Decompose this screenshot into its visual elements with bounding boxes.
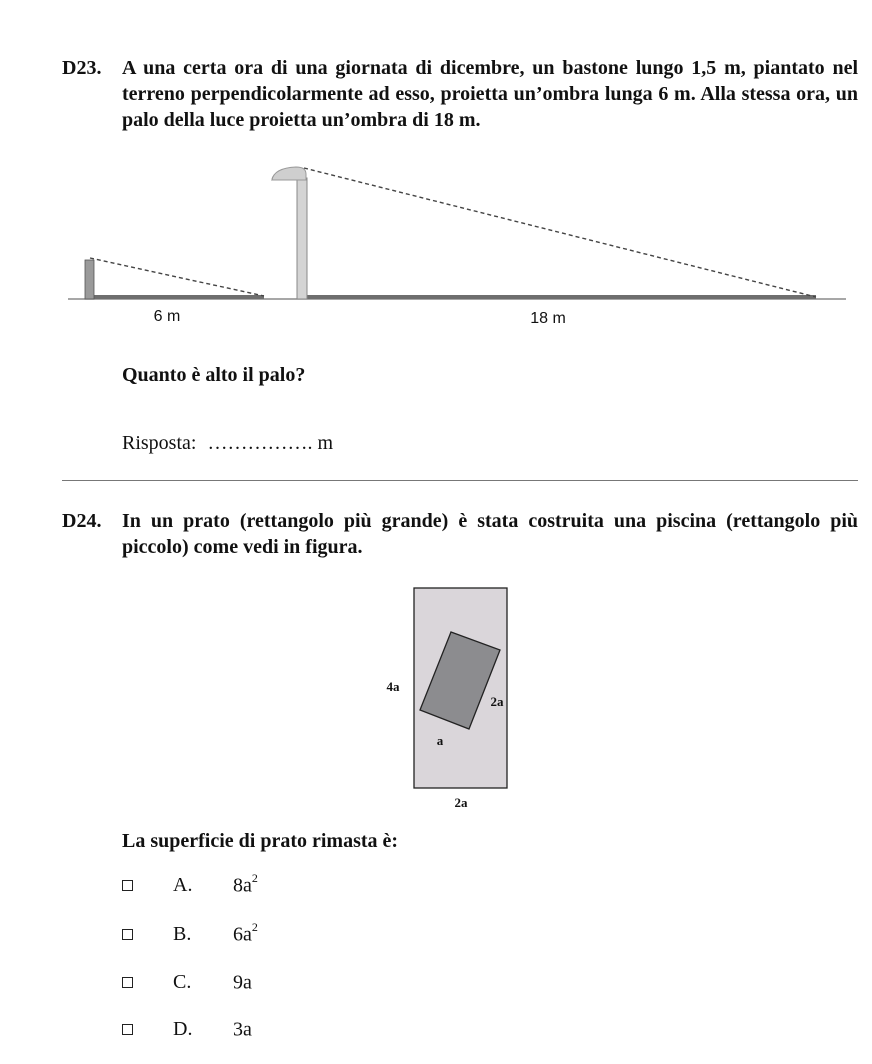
- checkbox[interactable]: [122, 929, 133, 940]
- question-prompt: Quanto è alto il palo?: [122, 364, 306, 386]
- answer-unit: m: [317, 432, 334, 454]
- lamp-head: [272, 167, 306, 180]
- field-width-label: 2a: [454, 795, 468, 810]
- short-shadow-label: 6 m: [153, 308, 181, 325]
- lamp-sun-ray: [304, 168, 816, 297]
- option-value: 3a: [233, 1018, 252, 1041]
- option-letter: C.: [173, 970, 192, 993]
- short-shadow: [92, 295, 264, 299]
- long-shadow: [306, 295, 816, 299]
- pool-long-side-label: 2a: [490, 694, 504, 709]
- question-d24: [62, 508, 858, 560]
- answer-line: [122, 432, 333, 455]
- answer-field[interactable]: …………….: [207, 432, 313, 454]
- checkbox[interactable]: [122, 880, 133, 891]
- option-letter: A.: [173, 873, 193, 896]
- option-value: $8a^2$: [233, 870, 258, 897]
- section-divider: [62, 480, 858, 481]
- stick: [85, 260, 94, 299]
- question-number: D23.: [62, 57, 102, 79]
- option-a[interactable]: [122, 872, 258, 898]
- option-value: 9a: [233, 971, 252, 994]
- answer-label: Risposta:: [122, 432, 197, 454]
- question-text: In un prato (rettangolo più grande) è stata costruita una piscina (rettangolo più piccolo) come vedi in figura.: [122, 510, 858, 558]
- option-d[interactable]: [122, 1016, 252, 1042]
- option-value: $6a^2$: [233, 919, 258, 946]
- question-number: D24.: [62, 510, 102, 532]
- lamp-post-pole: [297, 178, 307, 299]
- checkbox[interactable]: [122, 977, 133, 988]
- option-c[interactable]: [122, 969, 252, 995]
- lamp-post: [272, 170, 300, 299]
- shadow-figure: [0, 150, 872, 330]
- option-b[interactable]: [122, 921, 258, 947]
- option-letter: B.: [173, 922, 192, 945]
- question-text: A una certa ora di una giornata di dicembre, un bastone lungo 1,5 m, piantato nel terreno perpendicolarmente ad esso, proietta un’ombra lunga 6 m. Alla stessa ora, un palo della luce proietta un’ombra di 18 m.: [122, 57, 858, 131]
- checkbox[interactable]: [122, 1024, 133, 1035]
- pool-short-side-label: a: [436, 733, 444, 748]
- field-figure: [370, 580, 550, 815]
- question-d23: [62, 55, 858, 133]
- field-height-label: 4a: [386, 679, 400, 694]
- question-prompt: La superficie di prato rimasta è:: [122, 830, 399, 852]
- stick-sun-ray: [90, 258, 264, 296]
- long-shadow-label: 18 m: [530, 310, 566, 327]
- option-letter: D.: [173, 1017, 193, 1040]
